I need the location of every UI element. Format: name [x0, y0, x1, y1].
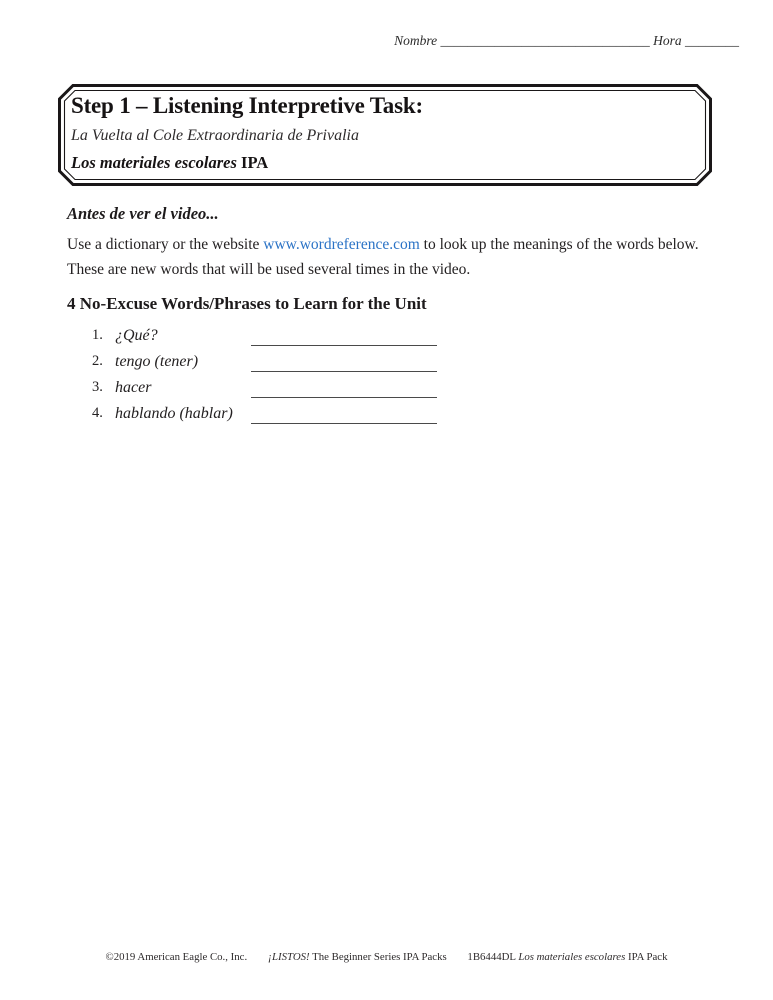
- wordreference-link[interactable]: www.wordreference.com: [263, 236, 420, 253]
- header-box: [58, 84, 712, 186]
- item-word: hacer: [115, 379, 152, 396]
- item-number: 2.: [92, 353, 103, 369]
- item-word: hablando (hablar): [115, 405, 233, 422]
- hora-label: Hora: [653, 33, 682, 48]
- step-title: Step 1 – Listening Interpretive Task:: [71, 93, 423, 118]
- nombre-label: Nombre: [394, 33, 438, 48]
- unit-title-italic: Los materiales escolares: [71, 153, 237, 172]
- list-item: [67, 379, 715, 405]
- list-item: [67, 405, 715, 431]
- unit-title: [71, 150, 696, 175]
- name-hora-line: [394, 33, 739, 49]
- nombre-blank-line: _______________________________: [440, 33, 650, 48]
- unit-title-regular: IPA: [236, 153, 269, 172]
- footer-pack-code: 1B6444DL: [467, 951, 519, 963]
- main-content: [67, 196, 715, 431]
- item-word: ¿Qué?: [115, 327, 158, 344]
- answer-blank-line: [251, 379, 437, 398]
- footer-copyright: ©2019 American Eagle Co., Inc.: [105, 951, 248, 963]
- no-excuse-heading: 4 No-Excuse Words/Phrases to Learn for the Unit: [67, 294, 427, 313]
- footer-series: [268, 951, 447, 963]
- video-title-subtitle: La Vuelta al Cole Extraordinaria de Privalia: [71, 127, 359, 144]
- item-word: tengo (tener): [115, 353, 199, 370]
- item-number: 1.: [92, 327, 103, 343]
- footer-series-italic: ¡LISTOS!: [267, 951, 310, 963]
- word-list: [67, 327, 715, 431]
- page-footer: [0, 951, 773, 963]
- paragraph-post-link: to look up the meanings of the words below.: [419, 236, 699, 253]
- item-number: 4.: [92, 405, 103, 421]
- paragraph-pre-link: Use a dictionary or the website: [67, 236, 264, 253]
- answer-blank-line: [251, 327, 437, 346]
- list-item: [67, 353, 715, 379]
- item-number: 3.: [92, 379, 103, 395]
- header-box-text: [58, 84, 712, 186]
- footer-pack: [467, 951, 667, 963]
- footer-series-rest: The Beginner Series IPA Packs: [309, 951, 447, 963]
- paragraph-line2: These are new words that will be used several times in the video.: [67, 261, 471, 278]
- answer-blank-line: [251, 405, 437, 424]
- footer-pack-italic: Los materiales escolares: [518, 951, 626, 963]
- intro-heading: Antes de ver el video...: [67, 204, 219, 223]
- footer-pack-rest: IPA Pack: [625, 951, 668, 963]
- answer-blank-line: [251, 353, 437, 372]
- instructions-paragraph: [67, 232, 715, 282]
- list-item: [67, 327, 715, 353]
- hora-blank-line: ________: [685, 33, 739, 48]
